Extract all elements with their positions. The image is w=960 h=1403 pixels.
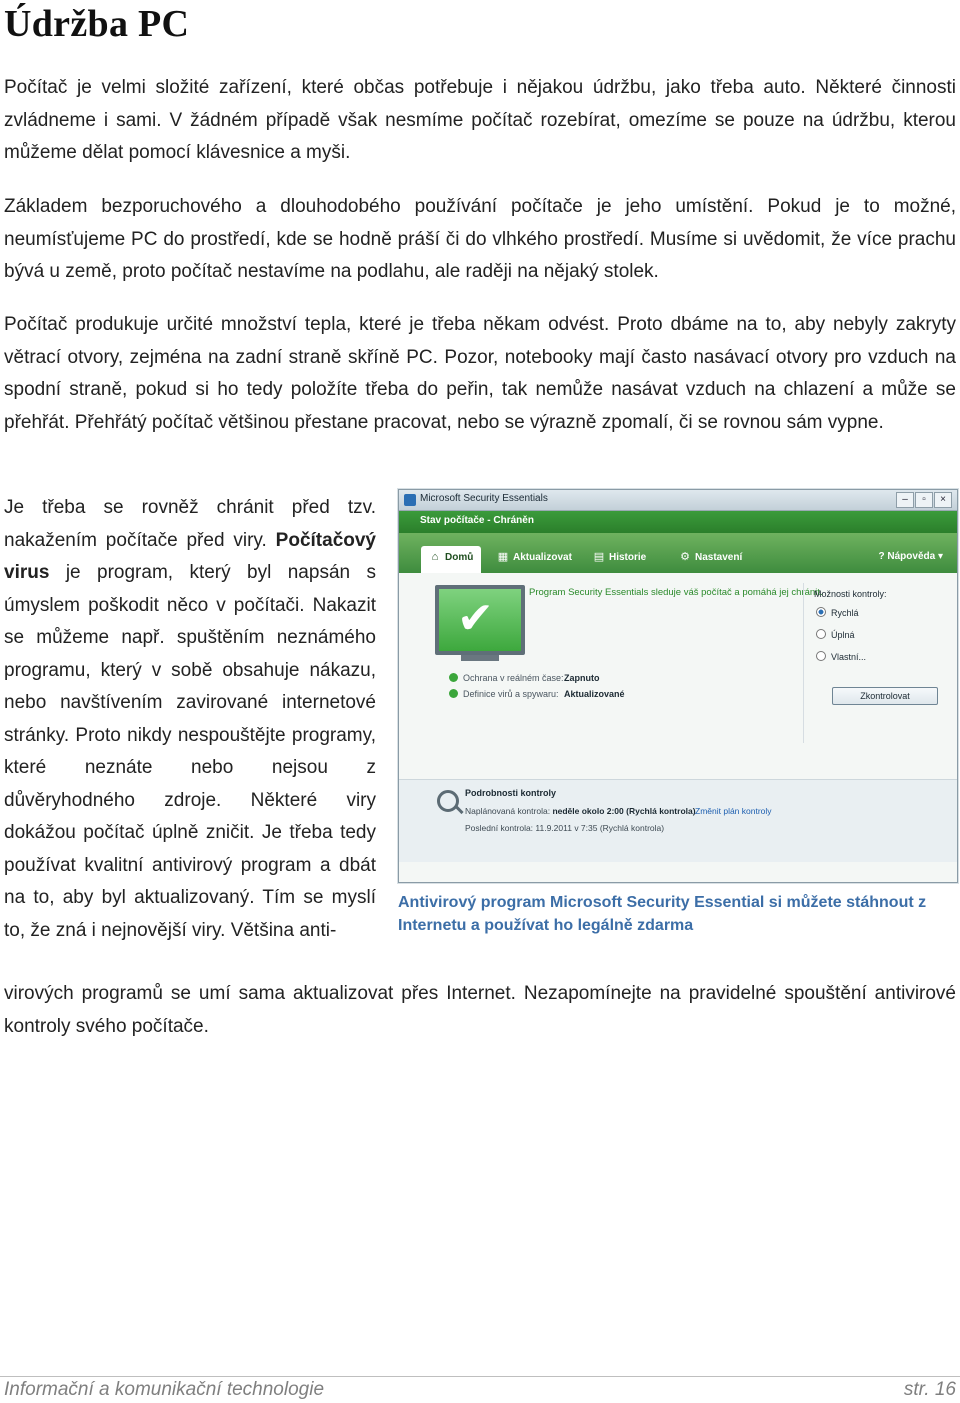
- ok-icon: [449, 689, 458, 698]
- paragraph-placement: Základem bezporuchového a dlouhodobého používání počítače je jeho umístění. Pokud je to možné, neumísťujeme PC do prostředí, kde se hodně práší či do vlhkého prostředí. Musíme si uvědomit, že více prachu bývá u země, proto počítač nestavíme na podlahu, ale raději na nějaký stolek.: [4, 196, 956, 282]
- close-icon: ×: [934, 492, 952, 508]
- home-panel: [399, 573, 957, 882]
- scan-details-title: Podrobnosti kontroly: [465, 788, 556, 798]
- checkmark-icon: ✔: [457, 594, 494, 643]
- virus-term: Počítačový virus: [4, 529, 376, 583]
- protection-message: Program Security Essentials sleduje váš počítač a pomáhá jej chránit.: [529, 587, 823, 598]
- minimize-icon: –: [896, 492, 914, 508]
- tab-home: ⌂ Domů: [421, 546, 481, 573]
- security-essentials-screenshot: [398, 489, 958, 883]
- home-icon: ⌂: [431, 551, 439, 563]
- paragraph-intro: Počítač je velmi složité zařízení, které občas potřebuje i nějakou údržbu, jako třeba auto. Některé činnosti zvládneme i sami. V žádném případě však nesmíme počítač rozebírat, omezíme se pouze na údržbu, kterou můžeme dělat pomocí klávesnice a myši.: [4, 77, 956, 163]
- paragraph-viruses: [4, 492, 376, 947]
- radio-selected-icon: [816, 607, 826, 617]
- paragraph-heat: Počítač produkuje určité množství tepla, které je třeba někam odvést. Proto dbáme na to, aby nebyly zakryty větrací otvory, zejména na zadní straně skříně PC. Pozor, notebooky mají často nasávací otvory pro vzduch na spodní straně, pokud si ho tedy položíte třeba do peřin, tak nemůže nasávat vzduch na chlazení a může se přehřát. Přehřátý počítač většinou přestane pracovat, nebo se výrazně zpomalí, či se rovnou sám vypne.: [4, 314, 956, 433]
- tab-settings: ⚙ Nastavení: [679, 546, 742, 568]
- scan-options-panel: [803, 583, 952, 743]
- monitor-icon: [435, 585, 525, 655]
- window-titlebar: [399, 490, 957, 511]
- footer-divider: [0, 1376, 960, 1377]
- change-plan-link: Změnit plán kontroly: [695, 806, 772, 816]
- window-title: Microsoft Security Essentials: [420, 493, 548, 504]
- scan-details-box: [399, 779, 957, 862]
- viruses-text-start: Je třeba se rovněž chránit před tzv. nakažením počítače před viry.: [4, 497, 376, 551]
- status-bar: [399, 511, 957, 533]
- scan-now-button: Zkontrolovat: [832, 687, 938, 705]
- app-icon: [404, 494, 416, 506]
- magnifier-handle: [454, 805, 463, 814]
- help-menu: ? Nápověda ▾: [878, 551, 943, 562]
- tab-bar: [399, 533, 957, 573]
- scan-option-quick: Rychlá: [816, 607, 859, 618]
- realtime-protection-row: Ochrana v reálném čase: Zapnuto: [449, 673, 564, 683]
- computer-status: Stav počítače - Chráněn: [420, 515, 534, 526]
- radio-icon: [816, 629, 826, 639]
- update-icon: ▦: [497, 551, 509, 563]
- page-number: str. 16: [903, 1379, 956, 1400]
- tab-history: ▤ Historie: [593, 546, 646, 568]
- paragraph-antivirus: virových programů se umí sama aktualizovat přes Internet. Nezapomínejte na pravidelné spouštění antivirové kontroly svého počítače.: [4, 983, 956, 1037]
- page-title: Údržba PC: [4, 3, 190, 45]
- scan-options-title: Možnosti kontroly:: [814, 589, 887, 599]
- scan-option-full: Úplná: [816, 629, 855, 640]
- history-icon: ▤: [593, 551, 605, 563]
- restore-icon: ▫: [915, 492, 933, 508]
- footer-course-title: Informační a komunikační technologie: [4, 1379, 325, 1400]
- tab-update: ▦ Aktualizovat: [497, 546, 572, 568]
- scan-option-custom: Vlastní...: [816, 651, 866, 662]
- scheduled-scan: Naplánovaná kontrola: neděle okolo 2:00 (Rychlá kontrola): [465, 806, 696, 816]
- gear-icon: ⚙: [680, 551, 690, 563]
- definitions-row: Definice virů a spywaru: Aktualizované: [449, 689, 559, 699]
- radio-icon: [816, 651, 826, 661]
- help-icon: ?: [878, 551, 885, 562]
- last-scan: Poslední kontrola: 11.9.2011 v 7:35 (Rychlá kontrola): [465, 823, 665, 833]
- figure-caption: Antivirový program Microsoft Security Essential si můžete stáhnout z Internetu a používat ho legálně zdarma: [398, 894, 927, 934]
- viruses-text-end: je program, který byl napsán s úmyslem poškodit něco v počítači. Nakazit se můžeme např. spuštěním neznámého programu, který v sobě obsahuje nákazu, nebo navštívením zavirované internetové stránky. Proto nikdy nespouštějte programy, které neznáte nebo nejsou z důvěryhodného zdroje. Některé viry dokážou počítač úplně zničit. Je třeba tedy používat kvalitní antivirový program a dbát na to, aby byl aktualizovaný. Tím se myslí to, že zná i nejnovější viry. Většina anti-: [4, 562, 376, 941]
- ok-icon: [449, 673, 458, 682]
- monitor-stand: [461, 655, 499, 661]
